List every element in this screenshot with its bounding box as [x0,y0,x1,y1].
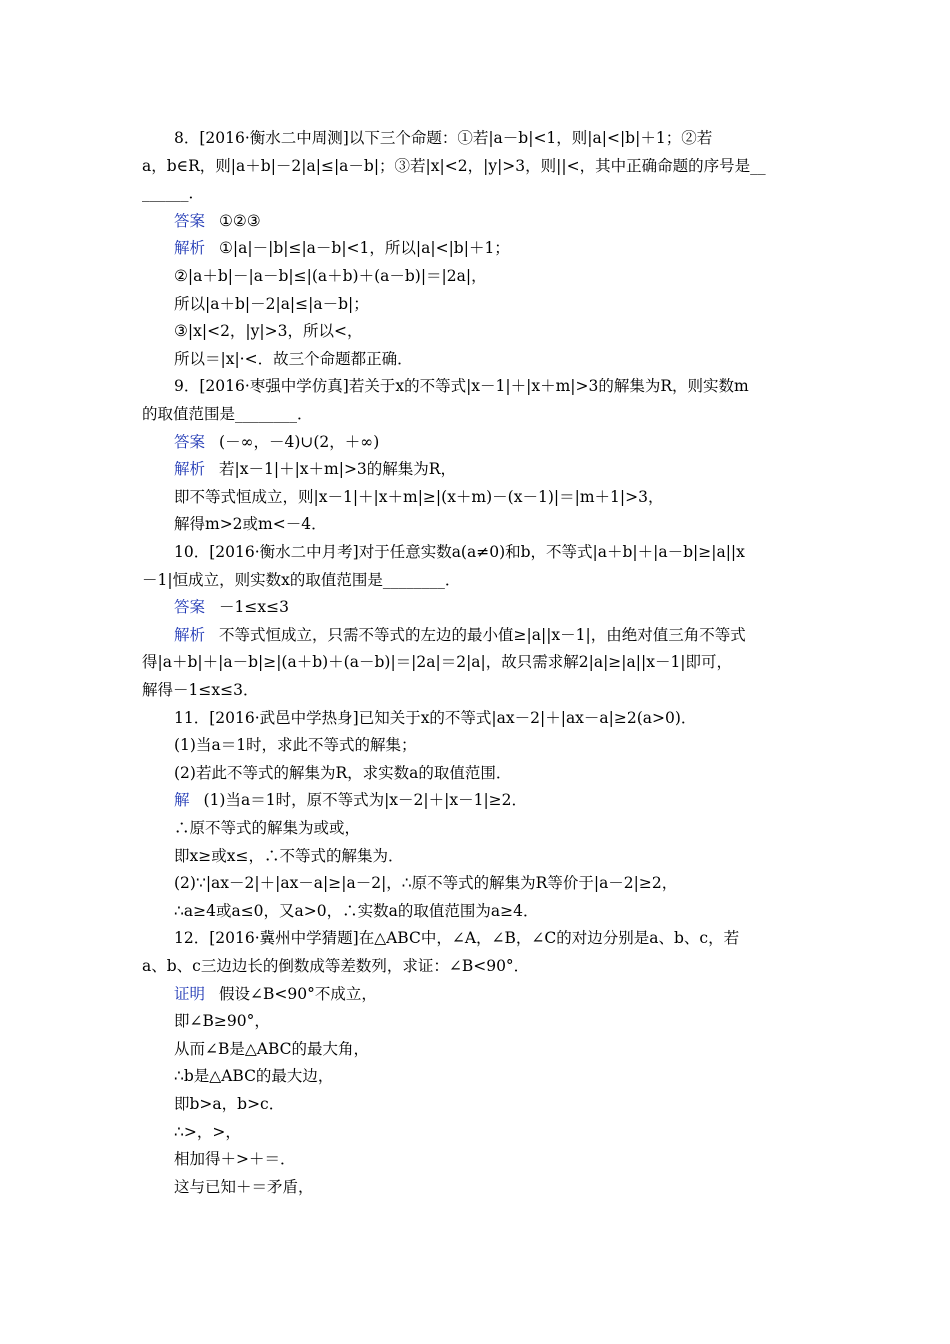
text-line [174,459,844,479]
text-line [174,266,844,286]
text-line [174,294,844,314]
line-text: 若|x－1|＋|x＋m|>3的解集为R， [219,460,456,479]
line-text: (2)∵|ax－2|＋|ax－a|≥|a－2|，∴原不等式的解集为R等价于|a－2|≥2， [174,874,678,893]
line-text: 所以＝|x|·<．故三个命题都正确． [174,349,413,368]
text-line [174,542,844,562]
line-text: 8．[2016·衡水二中周测]以下三个命题：①若|a－b|<1，则|a|<|b|＋1；②若 [174,129,713,147]
text-line [174,321,844,341]
line-text: 解得－1≤x≤3． [142,681,259,699]
text-line [174,432,844,452]
text-line [174,901,844,921]
line-text: 12．[2016·冀州中学猜题]在△ABC中，∠A，∠B，∠C的对边分别是a、b、c，若 [174,929,740,948]
text-line [174,928,844,948]
text-line [174,376,844,396]
text-line [142,156,812,176]
text-line [142,680,812,700]
text-line [142,404,812,424]
line-text: －1|恒成立，则实数x的取值范围是________． [142,570,461,589]
text-line [174,1011,844,1031]
line-text: a、b、c三边边长的倒数成等差数列，求证：∠B<90°． [142,957,530,975]
text-line [174,211,844,231]
text-line [142,183,812,203]
line-text: 不等式恒成立，只需不等式的左边的最小值≥|a||x－1|，由绝对值三角不等式 [219,625,746,644]
line-text: ∴原不等式的解集为或或， [174,819,361,837]
text-line [174,1177,844,1197]
text-line [174,790,844,810]
line-text: ______． [142,184,205,203]
text-line [174,597,844,617]
line-text: 即x≥或x≤，∴不等式的解集为． [174,846,404,865]
line-text: ∴>，>， [174,1122,241,1141]
section-label: 答案 [174,211,206,230]
text-line [174,1066,844,1086]
section-label: 证明 [174,984,206,1003]
text-line [174,818,844,838]
line-text: 10．[2016·衡水二中月考]对于任意实数a(a≠0)和b，不等式|a＋b|＋|a－b|≥|a||x [174,543,745,561]
text-line [174,1122,844,1142]
line-text: 11．[2016·武邑中学热身]已知关于x的不等式|ax－2|＋|ax－a|≥2(a>0)． [174,708,697,727]
section-label: 解析 [174,239,206,258]
text-line [174,846,844,866]
section-label: 答案 [174,432,206,451]
text-line [174,708,844,728]
line-text: 解得m>2或m<－4． [174,515,327,534]
text-line [174,735,844,755]
text-line [174,625,844,645]
line-text: －1≤x≤3 [219,598,289,617]
line-text: 从而∠B是△ABC的最大角， [174,1039,370,1058]
line-text: ①|a|－|b|≤|a－b|<1，所以|a|<|b|＋1； [219,239,510,258]
section-label: 解析 [174,460,206,479]
text-line [174,238,844,258]
line-text: ∴a≥4或a≤0，又a>0，∴实数a的取值范围为a≥4． [174,901,539,920]
text-line [142,956,812,976]
line-text: 所以|a＋b|－2|a|≤|a－b|； [174,294,369,313]
line-text: ∴b是△ABC的最大边， [174,1067,334,1086]
line-text: 这与已知＋＝矛盾， [174,1177,314,1196]
line-text: 即b>a，b>c． [174,1095,285,1113]
text-line [174,487,844,507]
line-text: 的取值范围是________． [142,405,313,423]
line-text: ②|a＋b|－|a－b|≤|(a＋b)＋(a－b)|＝|2a|， [174,267,487,285]
section-label: 解 [174,791,190,810]
section-label: 答案 [174,598,206,617]
line-text: ③|x|<2，|y|>3，所以<， [174,322,363,341]
line-text: (－∞，－4)∪(2，＋∞) [219,432,380,451]
section-label: 解析 [174,625,206,644]
text-line [142,570,812,590]
text-line [174,128,844,148]
text-line [174,514,844,534]
line-text: (1)当a＝1时，求此不等式的解集； [174,736,417,755]
line-text: 9．[2016·枣强中学仿真]若关于x的不等式|x－1|＋|x＋m|>3的解集为R，则实数m [174,377,749,396]
line-text: 假设∠B<90°不成立， [219,984,377,1003]
text-line [174,984,844,1004]
line-text: (2)若此不等式的解集为R，求实数a的取值范围． [174,763,512,782]
line-text: a，b∈R，则|a＋b|－2|a|≤|a－b|；③若|x|<2，|y|>3，则||<，其中正确命题的序号是__ [142,156,766,175]
text-line [174,349,844,369]
line-text: 得|a＋b|＋|a－b|≥|(a＋b)＋(a－b)|＝|2a|＝2|a|，故只需求解2|a|≥|a||x－1|即可， [142,653,733,672]
text-line [174,1149,844,1169]
line-text: 相加得＋>＋＝． [174,1150,296,1169]
line-text: 即∠B≥90°， [174,1012,270,1031]
text-line [174,1039,844,1059]
text-line [142,652,812,672]
line-text: (1)当a＝1时，原不等式为|x－2|＋|x－1|≥2． [203,791,528,810]
text-line [174,1094,844,1114]
line-text: 即不等式恒成立，则|x－1|＋|x＋m|≥|(x＋m)－(x－1)|＝|m＋1|>3， [174,487,664,506]
text-line [174,763,844,783]
text-line [174,873,844,893]
line-text: ①②③ [219,211,261,230]
